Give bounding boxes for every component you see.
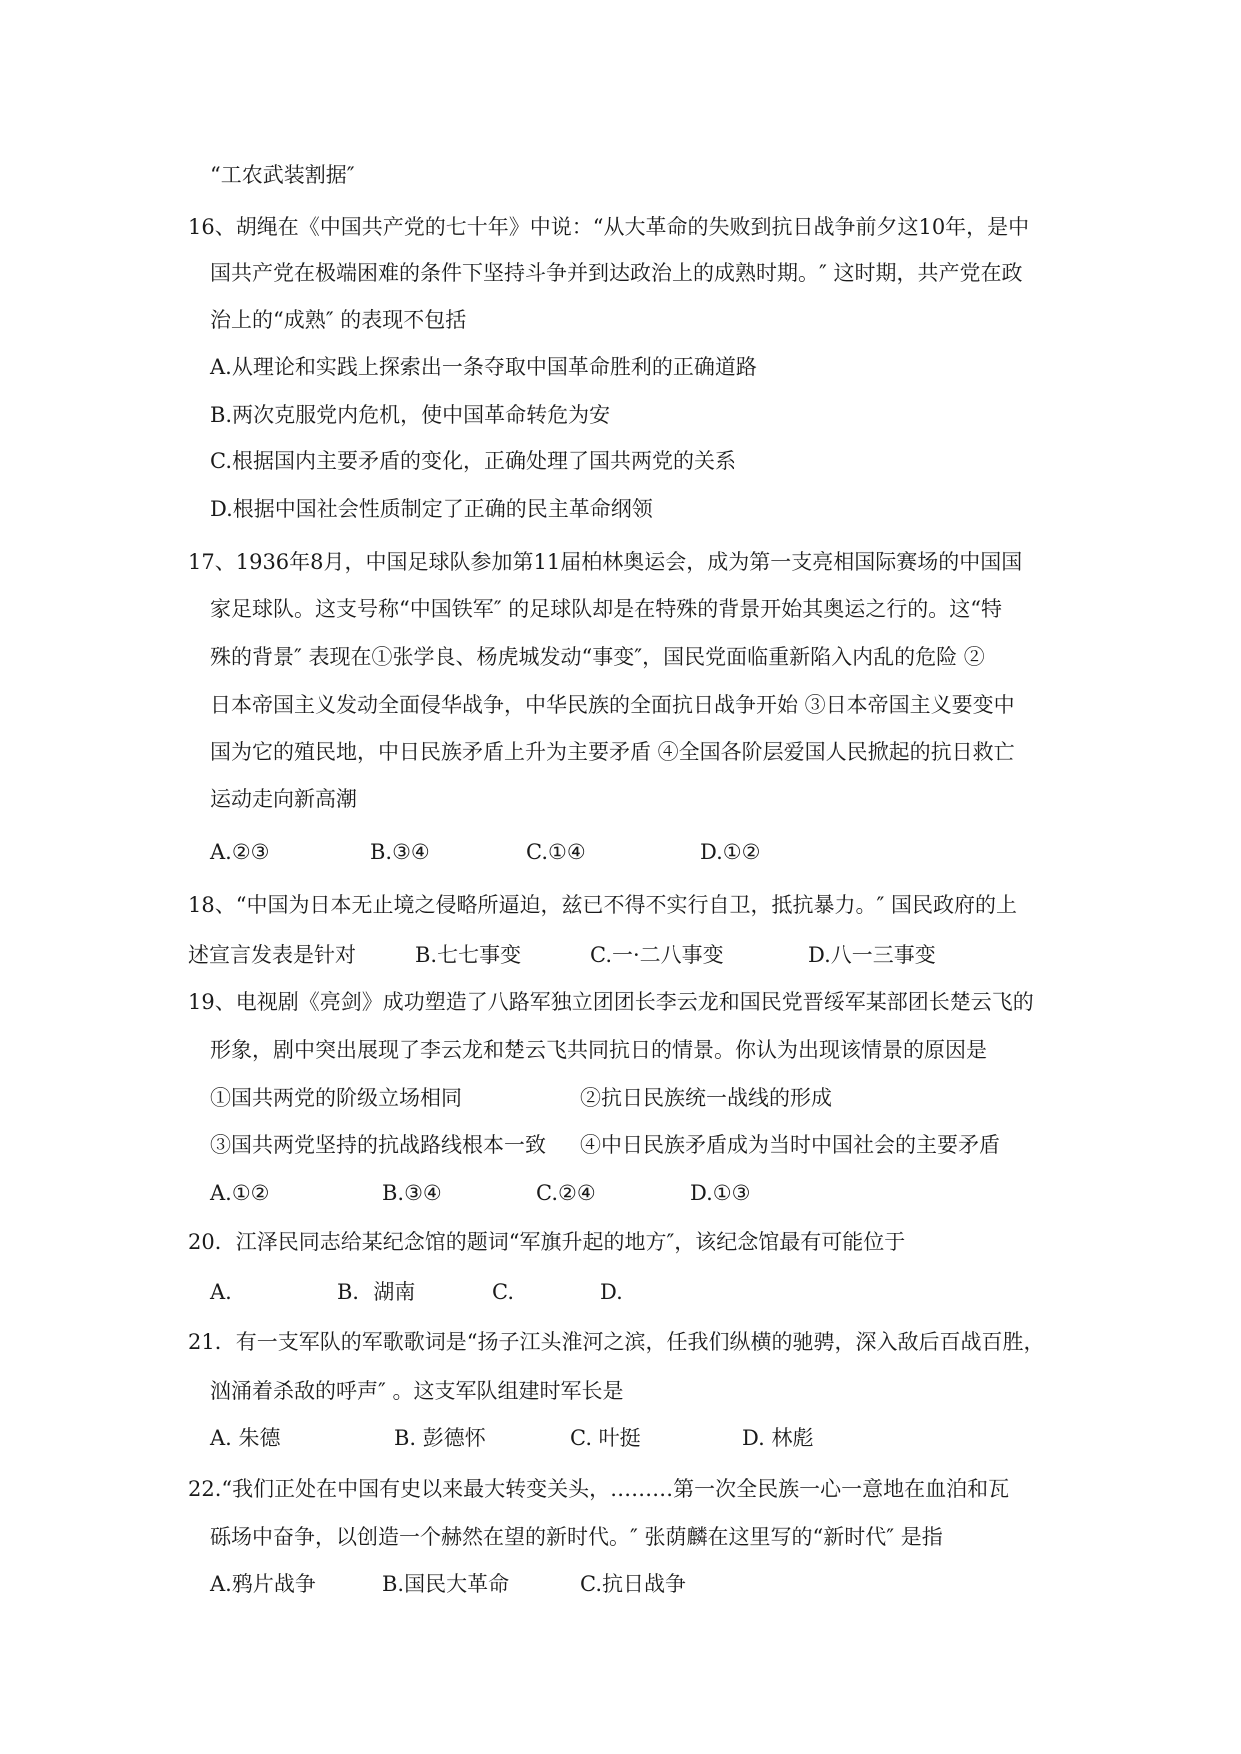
q16-stem-line-3: 治上的“成熟″ 的表现不包括 [210, 308, 467, 332]
q20-option-d: D. [600, 1280, 623, 1304]
q16-option-b: B.两次克服党内危机，使中国革命转危为安 [210, 403, 611, 427]
q16-option-a: A.从理论和实践上探索出一条夺取中国革命胜利的正确道路 [210, 355, 757, 379]
q19-option-c: C.②④ [536, 1181, 596, 1205]
q18-stem-tail: 述宣言发表是针对 [188, 943, 356, 967]
q16-option-c: C.根据国内主要矛盾的变化，正确处理了国共两党的关系 [210, 449, 736, 473]
carry-over-text: “工农武装割据″ [210, 163, 355, 187]
q19-option-d: D.①③ [690, 1181, 751, 1205]
q17-option-a: A.②③ [210, 840, 270, 864]
q16-option-d: D.根据中国社会性质制定了正确的民主革命纲领 [210, 497, 653, 521]
q22-option-c: C.抗日战争 [580, 1572, 686, 1596]
q21-option-c: C. 叶挺 [570, 1426, 641, 1450]
q19-stem-line-1: 19、电视剧《亮剑》成功塑造了八路军独立团团长李云龙和国民党晋绥军某部团长楚云飞的 [188, 990, 1034, 1014]
q21-option-a: A. 朱德 [210, 1426, 281, 1450]
q19-item-1: ①国共两党的阶级立场相同 [210, 1086, 462, 1110]
q17-option-d: D.①② [700, 840, 761, 864]
q21-option-b: B. 彭德怀 [394, 1426, 486, 1450]
q17-stem-line-5: 国为它的殖民地，中日民族矛盾上升为主要矛盾 ④全国各阶层爱国人民掀起的抗日救亡 [210, 740, 1015, 764]
q20-stem-line-1: 20．江泽民同志给某纪念馆的题词“军旗升起的地方″，该纪念馆最有可能位于 [188, 1230, 906, 1254]
q19-item-4: ④中日民族矛盾成为当时中国社会的主要矛盾 [580, 1133, 1000, 1157]
q16-stem-line-2: 国共产党在极端困难的条件下坚持斗争并到达政治上的成熟时期。″ 这时期，共产党在政 [210, 261, 1023, 285]
q19-option-b: B.③④ [382, 1181, 442, 1205]
q22-option-a: A.鸦片战争 [210, 1572, 316, 1596]
q17-stem-line-6: 运动走向新高潮 [210, 787, 357, 811]
q17-stem-line-2: 家足球队。这支号称“中国铁军″ 的足球队却是在特殊的背景开始其奥运之行的。这“特 [210, 597, 1002, 621]
q20-option-b: B．湖南 [337, 1280, 416, 1304]
q17-stem-line-3: 殊的背景″ 表现在①张学良、杨虎城发动“事变″，国民党面临重新陷入内乱的危险 ② [210, 645, 985, 669]
q22-stem-line-2: 砾场中奋争，以创造一个赫然在望的新时代。″ 张荫麟在这里写的“新时代″ 是指 [210, 1525, 943, 1549]
q19-item-3: ③国共两党坚持的抗战路线根本一致 [210, 1133, 546, 1157]
q22-stem-line-1: 22.“我们正处在中国有史以来最大转变关头，………第一次全民族一心一意地在血泊和瓦 [188, 1477, 1010, 1501]
q18-option-c: C.一·二八事变 [590, 943, 724, 967]
q21-stem-line-2: 汹涌着杀敌的呼声″ 。这支军队组建时军长是 [210, 1379, 624, 1403]
q20-option-c: C. [492, 1280, 514, 1304]
q19-stem-line-2: 形象，剧中突出展现了李云龙和楚云飞共同抗日的情景。你认为出现该情景的原因是 [210, 1038, 987, 1062]
q19-item-2: ②抗日民族统一战线的形成 [580, 1086, 832, 1110]
q19-option-a: A.①② [210, 1181, 270, 1205]
q16-stem-line-1: 16、胡绳在《中国共产党的七十年》中说：“从大革命的失败到抗日战争前夕这10年，是中 [188, 215, 1030, 239]
q21-stem-line-1: 21．有一支军队的军歌歌词是“扬子江头淮河之滨，任我们纵横的驰骋，深入敌后百战百胜， [188, 1330, 1045, 1354]
q17-stem-line-4: 日本帝国主义发动全面侵华战争，中华民族的全面抗日战争开始 ③日本帝国主义要变中 [210, 693, 1015, 717]
q17-option-b: B.③④ [370, 840, 430, 864]
q18-option-d: D.八一三事变 [808, 943, 936, 967]
q21-option-d: D. 林彪 [742, 1426, 814, 1450]
q17-stem-line-1: 17、1936年8月，中国足球队参加第11届柏林奥运会，成为第一支亮相国际赛场的中国国 [188, 550, 1023, 574]
q18-stem-line-1: 18、“中国为日本无止境之侵略所逼迫，兹已不得不实行自卫，抵抗暴力。″ 国民政府的上 [188, 893, 1017, 917]
q20-option-a: A. [210, 1280, 232, 1304]
q18-option-b: B.七七事变 [415, 943, 522, 967]
q22-option-b: B.国民大革命 [382, 1572, 510, 1596]
q17-option-c: C.①④ [526, 840, 586, 864]
